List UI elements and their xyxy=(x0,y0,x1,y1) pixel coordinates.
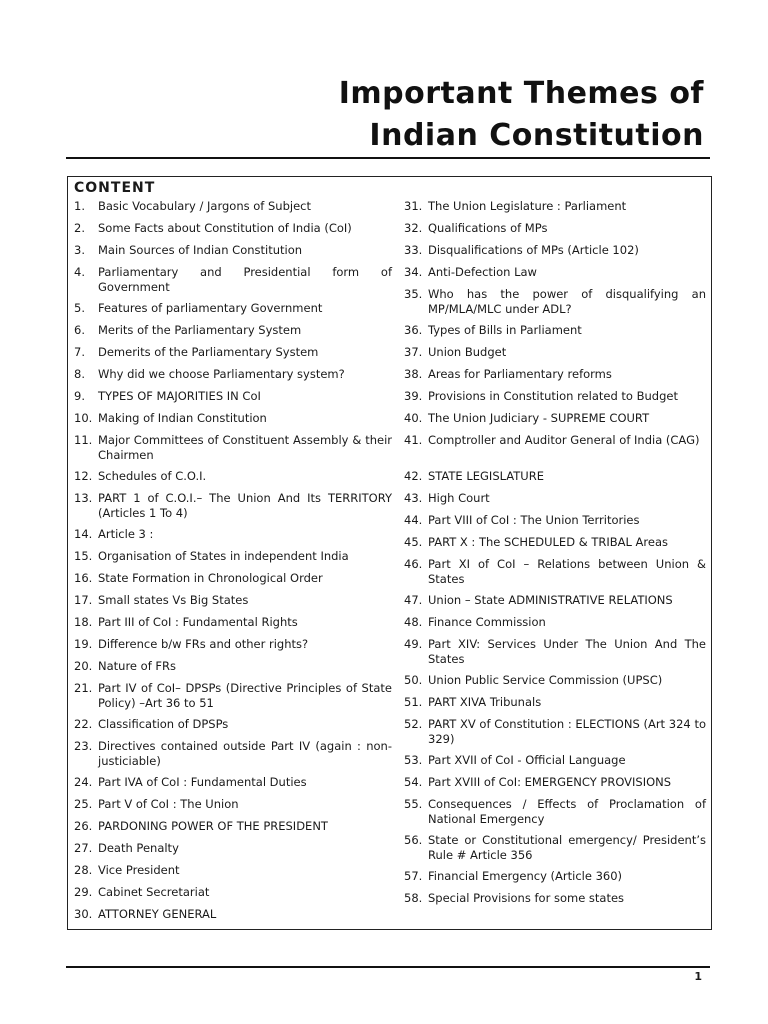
contents-item-title: The Union Judiciary - SUPREME COURT xyxy=(428,411,650,425)
contents-item-number: 31. xyxy=(404,199,423,213)
contents-item-title: ATTORNEY GENERAL xyxy=(98,907,217,921)
contents-item-title: Death Penalty xyxy=(98,841,179,855)
contents-item-number: 53. xyxy=(404,753,423,767)
contents-item-number: 27. xyxy=(74,841,93,855)
contents-item-number: 42. xyxy=(404,469,423,483)
contents-item xyxy=(404,695,706,710)
contents-item-number: 11. xyxy=(74,433,93,447)
contents-item-number: 18. xyxy=(74,615,93,629)
contents-item-number: 49. xyxy=(404,637,423,651)
contents-item xyxy=(74,491,392,521)
contents-item xyxy=(404,389,706,404)
contents-item-number: 30. xyxy=(74,907,93,921)
contents-box xyxy=(67,176,712,930)
page-number: 1 xyxy=(694,970,702,983)
contents-item xyxy=(74,411,392,426)
contents-item-number: 5. xyxy=(74,301,85,315)
contents-item-number: 58. xyxy=(404,891,423,905)
contents-item xyxy=(404,797,706,827)
contents-item-number: 37. xyxy=(404,345,423,359)
contents-item-number: 8. xyxy=(74,367,85,381)
contents-item xyxy=(74,199,392,214)
contents-item-number: 52. xyxy=(404,717,423,731)
contents-item xyxy=(74,775,392,790)
contents-item-title: Who has the power of disqualifying an MP/MLA/MLC under ADL? xyxy=(428,287,706,316)
contents-item-number: 33. xyxy=(404,243,423,257)
contents-item xyxy=(74,323,392,338)
contents-item-title: STATE LEGISLATURE xyxy=(428,469,544,483)
contents-item xyxy=(404,221,706,236)
contents-item xyxy=(404,469,706,484)
contents-item-title: Organisation of States in independent India xyxy=(98,549,349,563)
contents-item xyxy=(74,265,392,295)
contents-item-number: 54. xyxy=(404,775,423,789)
contents-item-number: 24. xyxy=(74,775,93,789)
title-divider xyxy=(66,157,710,159)
contents-item xyxy=(74,527,392,542)
contents-item-number: 29. xyxy=(74,885,93,899)
contents-item-title: Anti-Defection Law xyxy=(428,265,537,279)
contents-item-number: 56. xyxy=(404,833,423,847)
contents-item-number: 46. xyxy=(404,557,423,571)
contents-item-title: Part VIII of CoI : The Union Territories xyxy=(428,513,640,527)
contents-item xyxy=(404,433,706,448)
contents-item-title: The Union Legislature : Parliament xyxy=(428,199,627,213)
contents-item-number: 36. xyxy=(404,323,423,337)
contents-item-title: Merits of the Parliamentary System xyxy=(98,323,302,337)
contents-item xyxy=(74,301,392,316)
contents-item-title: Difference b/w FRs and other rights? xyxy=(98,637,309,651)
contents-item xyxy=(404,265,706,280)
contents-item-number: 45. xyxy=(404,535,423,549)
contents-item xyxy=(74,243,392,258)
contents-item xyxy=(74,571,392,586)
contents-item-number: 32. xyxy=(404,221,423,235)
contents-item xyxy=(74,637,392,652)
page-title-line-2: Indian Constitution xyxy=(369,118,704,153)
contents-item-number: 15. xyxy=(74,549,93,563)
contents-item xyxy=(74,549,392,564)
contents-item xyxy=(74,797,392,812)
contents-item-number: 12. xyxy=(74,469,93,483)
contents-item-title: Directives contained outside Part IV (again : non-justiciable) xyxy=(98,739,392,768)
contents-item-title: Union Budget xyxy=(428,345,507,359)
contents-item-title: Provisions in Constitution related to Budget xyxy=(428,389,678,403)
contents-item-number: 21. xyxy=(74,681,93,695)
contents-item xyxy=(74,819,392,834)
contents-item xyxy=(74,659,392,674)
contents-item-number: 20. xyxy=(74,659,93,673)
contents-item xyxy=(404,891,706,906)
contents-item xyxy=(404,833,706,863)
contents-item-number: 28. xyxy=(74,863,93,877)
contents-item xyxy=(74,681,392,711)
page-title-line-1: Important Themes of xyxy=(338,76,704,111)
contents-item-title: Classification of DPSPs xyxy=(98,717,229,731)
contents-item xyxy=(74,469,392,484)
contents-item-number: 55. xyxy=(404,797,423,811)
contents-item-title: Part IV of CoI– DPSPs (Directive Principles of State Policy) –Art 36 to 51 xyxy=(98,681,392,710)
contents-item-number: 41. xyxy=(404,433,423,447)
contents-item-number: 25. xyxy=(74,797,93,811)
contents-item xyxy=(74,739,392,769)
contents-item-title: State Formation in Chronological Order xyxy=(98,571,323,585)
contents-item xyxy=(404,367,706,382)
contents-item-title: Part IVA of CoI : Fundamental Duties xyxy=(98,775,307,789)
contents-item-title: Comptroller and Auditor General of India (CAG) xyxy=(428,433,700,447)
contents-item-title: PART 1 of C.O.I.– The Union And Its TERRITORY (Articles 1 To 4) xyxy=(98,491,392,520)
contents-item xyxy=(74,433,392,463)
footer-divider xyxy=(66,966,710,968)
contents-item-number: 6. xyxy=(74,323,85,337)
contents-item-number: 50. xyxy=(404,673,423,687)
contents-item-title: Union – State ADMINISTRATIVE RELATIONS xyxy=(428,593,673,607)
contents-item-number: 13. xyxy=(74,491,93,505)
contents-item xyxy=(404,323,706,338)
contents-item xyxy=(404,869,706,884)
contents-item xyxy=(74,345,392,360)
contents-item xyxy=(404,491,706,506)
contents-item-title: Part XVII of CoI - Official Language xyxy=(428,753,626,767)
contents-item-title: PARDONING POWER OF THE PRESIDENT xyxy=(98,819,328,833)
contents-item xyxy=(74,907,392,922)
contents-item xyxy=(404,637,706,667)
contents-item-title: Schedules of C.O.I. xyxy=(98,469,207,483)
contents-item xyxy=(74,367,392,382)
contents-item-title: State or Constitutional emergency/ President’s Rule # Article 356 xyxy=(428,833,706,862)
contents-item xyxy=(74,615,392,630)
contents-item xyxy=(404,411,706,426)
contents-item-title: Demerits of the Parliamentary System xyxy=(98,345,319,359)
contents-item-number: 44. xyxy=(404,513,423,527)
contents-item-title: TYPES OF MAJORITIES IN CoI xyxy=(98,389,261,403)
contents-item xyxy=(404,557,706,587)
contents-item-title: Disqualifications of MPs (Article 102) xyxy=(428,243,639,257)
contents-item-title: Part XVIII of CoI: EMERGENCY PROVISIONS xyxy=(428,775,672,789)
contents-item xyxy=(74,593,392,608)
contents-item xyxy=(74,389,392,404)
contents-item-number: 22. xyxy=(74,717,93,731)
contents-item xyxy=(404,753,706,768)
contents-item xyxy=(404,287,706,317)
contents-item-title: Parliamentary and Presidential form of Government xyxy=(98,265,392,294)
contents-item-number: 4. xyxy=(74,265,85,279)
contents-item-title: Finance Commission xyxy=(428,615,546,629)
contents-item xyxy=(74,221,392,236)
contents-item-title: Nature of FRs xyxy=(98,659,176,673)
contents-item-title: Small states Vs Big States xyxy=(98,593,249,607)
contents-item xyxy=(74,841,392,856)
contents-item-number: 3. xyxy=(74,243,85,257)
contents-item-number: 7. xyxy=(74,345,85,359)
contents-item xyxy=(74,863,392,878)
contents-item-number: 16. xyxy=(74,571,93,585)
contents-item-title: Qualifications of MPs xyxy=(428,221,548,235)
contents-item xyxy=(404,199,706,214)
contents-item-title: Special Provisions for some states xyxy=(428,891,625,905)
contents-heading: CONTENT xyxy=(74,180,156,196)
contents-item xyxy=(404,243,706,258)
contents-item-number: 57. xyxy=(404,869,423,883)
contents-item-number: 1. xyxy=(74,199,85,213)
contents-item-title: Basic Vocabulary / Jargons of Subject xyxy=(98,199,311,213)
contents-item xyxy=(404,535,706,550)
contents-item-title: Financial Emergency (Article 360) xyxy=(428,869,623,883)
contents-item-title: Areas for Parliamentary reforms xyxy=(428,367,612,381)
contents-item-number: 39. xyxy=(404,389,423,403)
contents-item-number: 19. xyxy=(74,637,93,651)
contents-item xyxy=(74,717,392,732)
contents-item-number: 26. xyxy=(74,819,93,833)
contents-item-number: 2. xyxy=(74,221,85,235)
contents-item xyxy=(404,593,706,608)
contents-item-title: Part XIV: Services Under The Union And The States xyxy=(428,637,706,666)
contents-item-title: High Court xyxy=(428,491,490,505)
contents-item-number: 35. xyxy=(404,287,423,301)
contents-item-number: 9. xyxy=(74,389,85,403)
contents-item-title: PART XV of Constitution : ELECTIONS (Art 324 to 329) xyxy=(428,717,706,746)
contents-item-number: 10. xyxy=(74,411,93,425)
contents-item xyxy=(404,673,706,688)
contents-item-title: Major Committees of Constituent Assembly & their Chairmen xyxy=(98,433,392,462)
contents-item-number: 23. xyxy=(74,739,93,753)
contents-item-number: 14. xyxy=(74,527,93,541)
contents-item-number: 51. xyxy=(404,695,423,709)
contents-item-title: Features of parliamentary Government xyxy=(98,301,323,315)
contents-item-title: Vice President xyxy=(98,863,180,877)
contents-item-number: 34. xyxy=(404,265,423,279)
contents-item xyxy=(404,513,706,528)
contents-item-title: Consequences / Effects of Proclamation of National Emergency xyxy=(428,797,706,826)
contents-item-title: PART XIVA Tribunals xyxy=(428,695,542,709)
contents-item-title: Part XI of CoI – Relations between Union & States xyxy=(428,557,706,586)
contents-item-number: 17. xyxy=(74,593,93,607)
contents-item-number: 48. xyxy=(404,615,423,629)
contents-item-title: Cabinet Secretariat xyxy=(98,885,210,899)
contents-item-title: Part III of CoI : Fundamental Rights xyxy=(98,615,298,629)
contents-item-title: Part V of CoI : The Union xyxy=(98,797,239,811)
contents-item-number: 38. xyxy=(404,367,423,381)
contents-item-title: Main Sources of Indian Constitution xyxy=(98,243,303,257)
contents-item-number: 40. xyxy=(404,411,423,425)
contents-item-title: Why did we choose Parliamentary system? xyxy=(98,367,345,381)
contents-item-title: PART X : The SCHEDULED & TRIBAL Areas xyxy=(428,535,669,549)
contents-item-title: Article 3 : xyxy=(98,527,154,541)
contents-item-title: Some Facts about Constitution of India (CoI) xyxy=(98,221,352,235)
contents-item xyxy=(404,717,706,747)
contents-item-number: 47. xyxy=(404,593,423,607)
contents-item xyxy=(404,615,706,630)
contents-item xyxy=(74,885,392,900)
contents-item xyxy=(404,775,706,790)
contents-item xyxy=(404,345,706,360)
contents-item-title: Union Public Service Commission (UPSC) xyxy=(428,673,663,687)
contents-item-title: Making of Indian Constitution xyxy=(98,411,267,425)
contents-item-title: Types of Bills in Parliament xyxy=(428,323,582,337)
contents-item-number: 43. xyxy=(404,491,423,505)
